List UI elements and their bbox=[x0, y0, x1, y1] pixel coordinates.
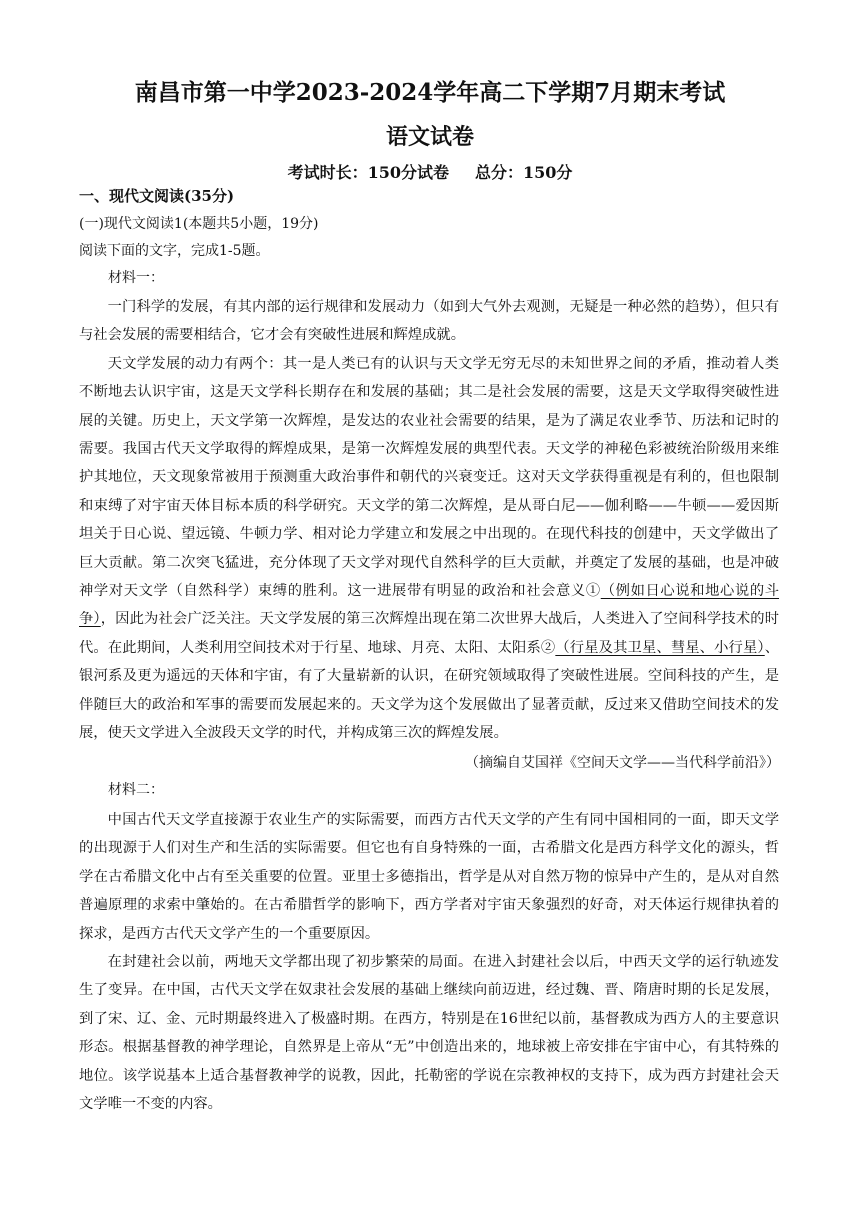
material1-source: （摘编自艾国祥《空间天文学——当代科学前沿》） bbox=[465, 755, 780, 771]
instruction: 阅读下面的文字，完成1-5题。 bbox=[79, 243, 270, 259]
exam-subtitle: 语文试卷 bbox=[385, 124, 474, 150]
material1-paragraph-1: 一门科学的发展，有其内部的运行规律和发展动力（如到大气外去观测，无疑是一种必然的趋势），但只有与社会发展的需要相结合，它才会有突破性进展和辉煌成就。 bbox=[79, 299, 779, 344]
material1-p2-text-c: 、银河系及更为遥远的天体和宇宙，有了大量崭新的认识，在研究领域取得了突破性进展。空间科技的产生，是伴随巨大的政治和军事的需要而发展起来的。天文学为这个发展做出了显著贡献，反过来又借助空间技术的发展，使天文学进入全波段天文学的时代，并构成第三次的辉煌发展。 bbox=[79, 639, 780, 742]
material2-body bbox=[79, 806, 779, 1118]
underlined-text-1: （例如日心说和地心说的斗争） bbox=[79, 583, 780, 628]
note-mark-1: ① bbox=[585, 583, 601, 600]
exam-total: 总分：150分 bbox=[475, 163, 573, 182]
exam-duration: 考试时长：150分试卷 bbox=[287, 163, 449, 182]
material1-paragraph-2 bbox=[79, 350, 779, 748]
section-heading: 一、现代文阅读(35分) bbox=[79, 187, 235, 205]
part-heading: (一)现代文阅读1(本题共5小题，19分) bbox=[79, 216, 319, 232]
material2-label: 材料二： bbox=[108, 782, 164, 798]
exam-title: 南昌市第一中学2023-2024学年高二下学期7月期末考试 bbox=[134, 79, 726, 106]
exam-info bbox=[0, 160, 860, 183]
underlined-text-2: （行星及其卫星、彗星、小行星） bbox=[555, 639, 765, 656]
material2-paragraph-2: 在封建社会以前，两地天文学都出现了初步繁荣的局面。在进入封建社会以后，中西天文学的运行轨迹发生了变异。在中国，古代天文学在奴隶社会发展的基础上继续向前迈进，经过魏、晋、隋唐时期的长足发展，到了宋、辽、金、元时期最终进入了极盛时期。在西方，特别是在16世纪以前，基督教成为西方人的主要意识形态。根据基督教的神学理论，自然界是上帝从“无”中创造出来的，地球被上帝安排在宇宙中心，有其特殊的地位。该学说基本上适合基督教神学的说教，因此，托勒密的学说在宗教神权的支持下，成为西方封建社会天文学唯一不变的内容。 bbox=[79, 954, 779, 1113]
material2-paragraph-1: 中国古代天文学直接源于农业生产的实际需要，而西方古代天文学的产生有同中国相同的一面，即天文学的出现源于人们对生产和生活的实际需要。但它也有自身特殊的一面，古希腊文化是西方科学文化的源头，哲学在古希腊文化中占有至关重要的位置。亚里士多德指出，哲学是从对自然万物的惊异中产生的，是从对自然普遍原理的求索中肇始的。在古希腊哲学的影响下，西方学者对宇宙天象强烈的好奇，对天体运行规律执着的探求，是西方古代天文学产生的一个重要原因。 bbox=[79, 812, 779, 942]
material1-p2-text-b: ，因此为社会广泛关注。天文学发展的第三次辉煌出现在第二次世界大战后，人类进入了空间科学技术的时代。在此期间，人类利用空间技术对于行星、地球、月亮、太阳、太阳系 bbox=[79, 611, 779, 656]
note-mark-2: ② bbox=[540, 639, 556, 656]
material1-p2-text-a: 天文学发展的动力有两个：其一是人类已有的认识与天文学无穷无尽的未知世界之间的矛盾，推动着人类不断地去认识宇宙，这是天文学科长期存在和发展的基础；其二是社会发展的需要，这是天文学取得突破性进展的关键。历史上，天文学第一次辉煌，是发达的农业社会需要的结果，是为了满足农业季节、历法和记时的需要。我国古代天文学取得的辉煌成果，是第一次辉煌发展的典型代表。天文学的神秘色彩被统治阶级用来维护其地位，天文现象常被用于预测重大政治事件和朝代的兴衰变迁。这对天文学获得重视是有利的，但也限制和束缚了对宇宙天体目标本质的科学研究。天文学的第二次辉煌，是从哥白尼——伽利略——牛顿——爱因斯坦关于日心说、望远镜、牛顿力学、相对论力学建立和发展之中出现的。在现代科技的创建中，天文学做出了巨大贡献。第二次突飞猛进，充分体现了天文学对现代自然科学的巨大贡献，并奠定了发展的基础，也是冲破神学对天文学（自然科学）束缚的胜利。这一进展带有明显的政治和社会意义 bbox=[79, 355, 779, 600]
material1-body bbox=[79, 293, 779, 748]
material1-label: 材料一： bbox=[108, 270, 164, 286]
